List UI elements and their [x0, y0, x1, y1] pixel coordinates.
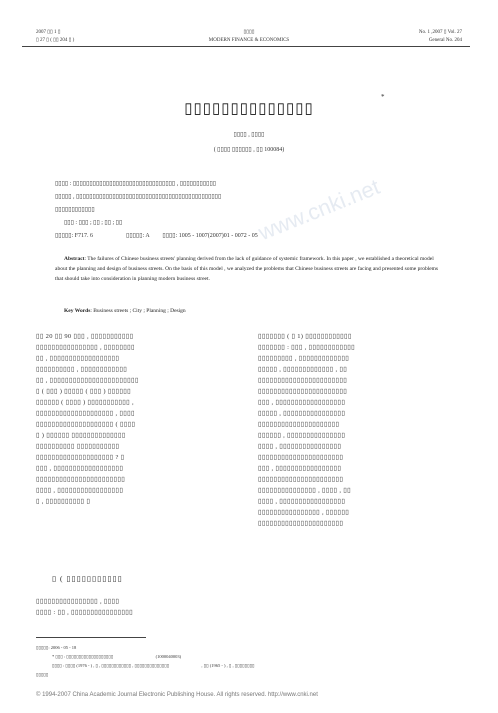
class-number-label: ▯▯▯▯▯	[55, 233, 72, 239]
header-journal-issue: 2007 ▯▯ 1 ▯	[36, 30, 61, 35]
footnote-rule	[36, 637, 146, 638]
body-right-line: ▯▯▯▯▯▯▯▯▯▯▯▯▯▯▯▯▯▯▯▯▯▯	[258, 476, 344, 483]
received-label: ▯▯▯▯▯	[36, 645, 49, 650]
body-right-line: ▯▯▯▯▯▯▯▯▯▯▯▯▯▯▯▯▯▯▯▯▯▯▯	[258, 377, 348, 384]
body-right-line: ▯▯▯▯▯▯▯ : ▯▯▯ , ▯▯▯▯▯▯▯▯▯▯▯▯	[258, 344, 356, 351]
bio-text: ▯▯▯▯ : ▯▯▯▯ (1976 - ) , ▯ , ▯▯▯▯▯▯▯▯▯▯▯▯ , ▯▯▯▯▯▯▯▯▯▯▯▯▯▯	[52, 663, 170, 668]
body-left-column	[36, 331, 246, 507]
body-right-line: ▯▯▯▯▯ , ▯▯▯▯▯▯▯▯▯▯▯▯▯ , ▯▯	[258, 366, 348, 373]
cn-keywords: ▯▯▯ : ▯▯▯ ; ▯▯ ; ▯▯ ; ▯▯	[64, 220, 123, 226]
body-right-line: ▯▯▯▯▯▯▯▯▯▯▯▯▯▯▯▯▯▯▯▯▯	[258, 421, 340, 428]
cn-abstract-line-3: ▯▯▯▯▯▯▯▯▯▯▯▯	[55, 207, 95, 213]
article-affiliation: ( ▯▯▯▯ ▯▯▯▯▯▯ , ▯▯ 100084)	[213, 147, 285, 153]
body-right-column	[258, 331, 466, 529]
body-left-line: ▯▯▯▯▯▯▯▯▯▯ ▯▯▯▯▯▯▯▯▯▯▯	[36, 443, 120, 450]
body-right-line: ▯▯▯▯ , ▯▯▯▯▯▯▯▯▯▯▯▯▯▯▯▯▯	[258, 498, 346, 505]
header-journal-name-cn: ▯▯▯▯	[243, 30, 255, 35]
body-right-line: ▯▯▯▯▯▯▯ ( ▯ 1) ▯▯▯▯▯▯▯▯▯▯▯▯	[258, 333, 352, 340]
body-left-line: ▯▯▯▯▯▯▯▯▯▯▯▯▯▯▯▯▯▯▯▯ ( ▯▯▯▯	[36, 421, 136, 428]
article-title: ▯▯▯▯▯▯▯▯▯▯▯▯▯▯	[184, 101, 314, 117]
cn-abstract-line-2: ▯▯▯▯▯ , ▯▯▯▯▯▯▯▯▯▯▯▯▯▯▯▯▯▯▯▯▯▯▯▯▯▯▯▯▯▯▯▯▯▯▯▯▯▯▯▯▯▯▯▯	[55, 194, 222, 200]
body-right-line: ▯▯▯ , ▯▯▯▯▯▯▯▯▯▯▯▯▯▯▯▯▯	[258, 465, 342, 472]
watermark: www.cnki.net	[254, 173, 384, 246]
body-left-line: ▯ , ▯▯▯▯▯▯▯▯▯▯ ▯	[36, 498, 91, 505]
body-right-line: ▯▯▯▯▯▯▯▯▯▯▯▯▯▯▯▯ , ▯▯▯▯▯▯	[258, 509, 350, 516]
en-abstract	[55, 254, 444, 284]
footnote-received	[36, 644, 76, 652]
en-keywords	[64, 306, 186, 316]
doc-code-value: : A	[142, 233, 150, 239]
body-left-line: ▯▯▯▯ , ▯▯▯▯▯▯▯▯▯▯▯▯▯▯▯▯▯	[36, 487, 124, 494]
classification-row	[55, 230, 258, 243]
body-right-line: ▯▯▯▯▯ , ▯▯▯▯▯▯▯▯▯▯▯▯▯▯▯▯	[258, 410, 346, 417]
header-issue-en: No. 1 ,2007 ▯ Vol. 27	[418, 30, 462, 35]
body-left-column-after	[36, 596, 246, 618]
body-right-line: ▯▯▯ , ▯▯▯▯▯▯▯▯▯▯▯▯▯▯▯▯▯▯	[258, 399, 346, 406]
copyright-footer: © 1994-2007 China Academic Journal Electronic Publishing House. All rights reserved. http://www.cnki.net	[36, 692, 318, 698]
body-left-line: ▯▯ , ▯▯▯▯▯▯▯▯▯▯▯▯▯▯▯▯▯▯▯▯▯▯▯	[36, 377, 139, 384]
body-left-line: ▯▯▯▯▯▯▯▯▯▯▯▯▯▯▯▯▯▯▯▯▯▯▯	[36, 476, 126, 483]
keywords-label: Key Words	[64, 308, 91, 314]
body-right-line: ▯▯▯▯▯▯ , ▯▯▯▯▯▯▯▯▯▯▯▯▯▯▯	[258, 432, 346, 439]
received-date: : 2006 - 05 - 18	[48, 645, 77, 650]
bio-text-2: , ▯▯ (1965 - ) , ▯ , ▯▯▯▯▯▯▯▯	[201, 663, 255, 668]
body-right-line: ▯▯▯▯▯▯▯▯▯▯▯▯▯▯▯▯▯▯▯▯▯▯▯	[258, 388, 348, 395]
body-left-line: ▯▯▯▯▯▯▯▯▯▯▯▯▯▯▯▯ , ▯▯▯▯▯▯▯▯	[36, 344, 135, 351]
body-left-line: ▯▯▯▯▯▯▯▯▯▯▯▯▯▯▯▯ , ▯▯▯▯	[36, 598, 120, 605]
body-left-line: ▯▯ 20 ▯▯ 90 ▯▯▯ , ▯▯▯▯▯▯▯▯▯▯▯	[36, 333, 134, 340]
article-authors: ▯▯▯▯ , ▯▯▯▯	[233, 132, 265, 138]
article-id-label: ▯▯▯▯	[162, 233, 176, 239]
header-general-number: General No. 204	[428, 38, 462, 43]
footnote-fund	[52, 653, 181, 661]
body-left-line: ▯ ( ▯▯▯ ) ▯▯▯▯▯ ( ▯▯▯ ) ▯▯▯▯▯▯	[36, 388, 132, 395]
fund-text: * ▯▯▯ : ▯▯▯▯▯▯▯▯▯▯▯▯▯▯▯▯▯▯▯	[52, 654, 114, 659]
body-left-line: ▯▯▯▯ : ▯▯ , ▯▯▯▯▯▯▯▯▯▯▯▯▯▯▯▯	[36, 609, 134, 616]
footnote-bio-cont: ▯▯▯▯▯	[36, 672, 49, 677]
header-journal-name-en: MODERN FINANCE & ECONOMICS	[208, 38, 290, 43]
body-left-line: ▯ ) ▯▯▯▯▯▯ ▯▯▯▯▯▯▯▯▯▯▯▯▯▯	[36, 432, 126, 439]
body-left-line: ▯▯ , ▯▯▯▯▯▯▯▯▯▯▯▯▯▯▯▯▯▯	[36, 355, 120, 362]
abstract-text: : The failures of Chinese business streets' planning derived from the lack of guidance of systemic framework. In this paper , we established a theoretical model about the planning and design of business streets. On the basis of this model , we analyzed the problems that Chinese business streets are facing and presented some problems that should take into consideration in planning modern business street.	[55, 256, 439, 282]
section-heading: ▯ ( ▯▯▯▯▯▯▯▯▯▯▯	[52, 574, 123, 583]
class-number-value: : F717. 6	[71, 233, 94, 239]
footnote-bio	[52, 662, 255, 670]
header-volume: ▯ 27 ▯ ( ▯▯ 204 ▯ )	[36, 38, 75, 43]
body-right-line: ▯▯▯▯▯▯▯▯▯▯▯▯▯▯▯▯▯▯▯▯▯▯	[258, 454, 344, 461]
cn-abstract-line-1: ▯▯▯▯ : ▯▯▯▯▯▯▯▯▯▯▯▯▯▯▯▯▯▯▯▯▯▯▯▯▯▯▯▯▯▯▯ , ▯▯▯▯▯▯▯▯▯▯▯	[55, 181, 217, 187]
abstract-label: Abstract	[64, 256, 85, 262]
fund-id: (1000040003)	[155, 654, 182, 659]
body-right-line: ▯▯▯▯▯▯▯▯▯▯▯▯▯▯▯ , ▯▯▯▯ , ▯▯	[258, 487, 351, 494]
title-footnote-mark: *	[381, 93, 385, 101]
body-right-line: ▯▯▯▯▯▯▯▯▯ , ▯▯▯▯▯▯▯▯▯▯▯▯▯	[258, 355, 350, 362]
body-right-line: ▯▯▯▯▯▯▯▯▯▯▯▯▯▯▯▯▯▯▯▯▯▯	[258, 520, 344, 527]
doc-code-label: ▯▯▯▯▯	[126, 233, 143, 239]
keywords-text: : Business streets ; City ; Planning ; Design	[90, 308, 186, 314]
body-left-line: ▯▯▯▯▯▯ ( ▯▯▯▯ ) ▯▯▯▯▯▯▯▯▯▯▯ ,	[36, 399, 134, 406]
body-left-line: ▯▯▯ , ▯▯▯▯▯▯▯▯▯▯▯▯▯▯▯▯▯▯	[36, 465, 124, 472]
body-right-line: ▯▯▯▯ , ▯▯▯▯▯▯▯▯▯▯▯▯▯▯▯▯	[258, 443, 342, 450]
body-left-line: ▯▯▯▯▯▯▯▯▯▯ , ▯▯▯▯▯▯▯▯▯▯▯▯	[36, 366, 128, 373]
header-rule	[22, 46, 470, 47]
body-left-line: ▯▯▯▯▯▯▯▯▯▯▯▯▯▯▯▯▯▯▯▯ , ▯▯▯▯	[36, 410, 135, 417]
article-id-value: : 1005 - 1007(2007)01 - 0072 - 05	[175, 233, 258, 239]
body-left-line: ▯▯▯▯▯▯▯▯▯▯▯▯▯▯▯▯▯▯▯▯ ? ▯	[36, 454, 125, 461]
